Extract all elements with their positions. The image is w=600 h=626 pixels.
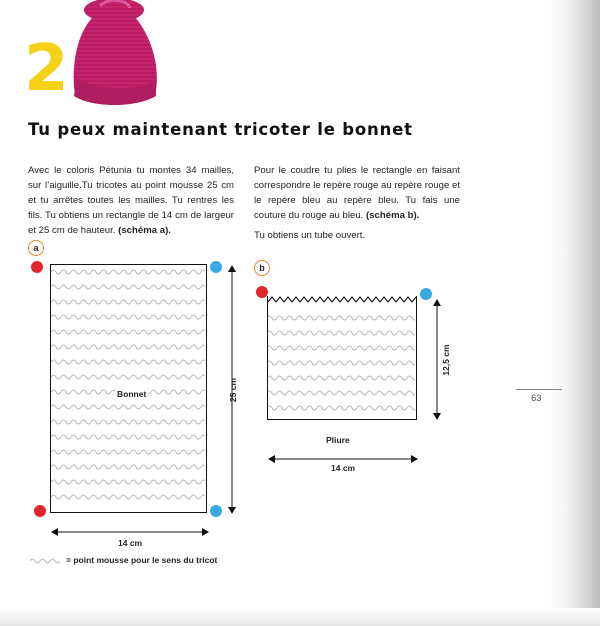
diagram-a-badge: a bbox=[28, 240, 44, 256]
diagram-a-rectangle bbox=[50, 264, 207, 513]
width-label-a: 14 cm bbox=[118, 538, 143, 548]
instructions-left-text: Avec le coloris Pétunia tu montes 34 mailles, sur l’aiguille.Tu tricotes au point mousse 25 cm et tu arrêtes toutes les mailles. Tu rentres les fils. Tu obtiens un rectangle de 14 cm de largeur et 25 cm de hauteur. bbox=[28, 165, 234, 236]
schema-b-ref: (schéma b). bbox=[366, 210, 420, 221]
page-number-rule bbox=[516, 389, 562, 390]
legend-text: = point mousse pour le sens du tricot bbox=[66, 555, 218, 565]
page-number: 63 bbox=[531, 393, 542, 404]
wave-legend-icon bbox=[30, 556, 62, 566]
garter-stitch-waves-a bbox=[51, 265, 205, 511]
diagram-b-badge: b bbox=[254, 260, 270, 276]
instructions-left bbox=[28, 163, 234, 238]
section-title: Tu peux maintenant tricoter le bonnet bbox=[28, 120, 413, 139]
width-arrow-a bbox=[50, 527, 210, 537]
step-number: 2 bbox=[24, 32, 69, 106]
height-label-a: 25 cm bbox=[228, 377, 238, 403]
schema-a-ref: (schéma a). bbox=[118, 225, 171, 236]
blue-marker-top-a bbox=[210, 261, 222, 273]
diagram-b-rectangle bbox=[267, 296, 417, 420]
garter-stitch-waves-b bbox=[267, 296, 417, 418]
width-label-b: 14 cm bbox=[331, 463, 356, 473]
bonnet-label: Bonnet bbox=[117, 389, 147, 399]
red-marker-top-a bbox=[31, 261, 43, 273]
fold-label: Pliure bbox=[326, 435, 350, 445]
result-text: Tu obtiens un tube ouvert. bbox=[254, 230, 366, 241]
knitted-hat-image bbox=[66, 0, 166, 112]
blue-marker-bottom-a bbox=[210, 505, 222, 517]
page-spine-shadow bbox=[548, 0, 600, 626]
height-label-b: 12,5 cm bbox=[441, 344, 451, 376]
seam-stitch-line bbox=[268, 297, 416, 302]
red-marker-bottom-a bbox=[34, 505, 46, 517]
instructions-right-text: Pour le coudre tu plies le rectangle en faisant correspondre le repère rouge au repère rouge et le repère bleu au repère bleu. Tu fais une couture du rouge au bleu. bbox=[254, 165, 460, 221]
instructions-right bbox=[254, 163, 460, 223]
page-bottom-edge bbox=[0, 608, 600, 626]
